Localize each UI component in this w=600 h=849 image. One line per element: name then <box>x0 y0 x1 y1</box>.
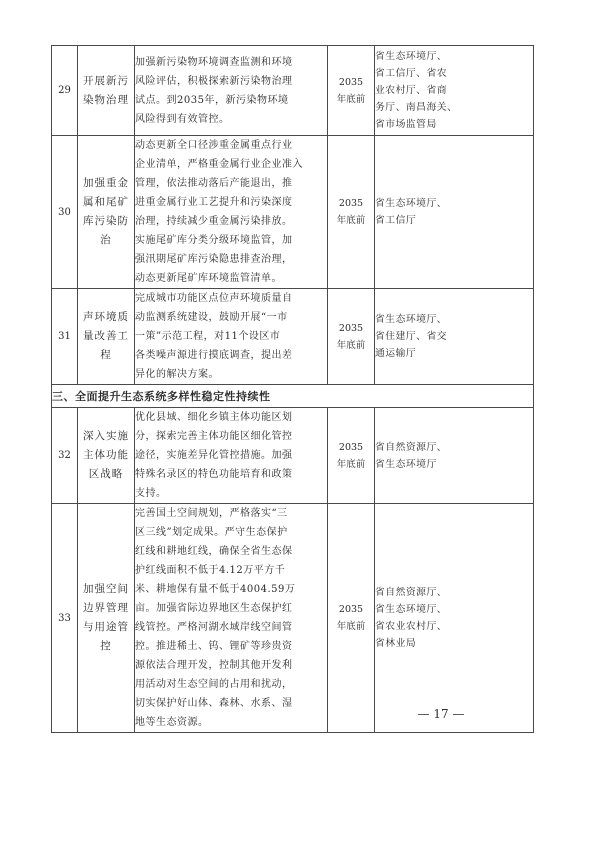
section-row <box>52 385 534 408</box>
task-description-line: 完善国土空间规划，严格落实“三 <box>135 508 288 519</box>
row-number: 32 <box>52 408 78 504</box>
table-row <box>52 504 534 733</box>
task-description-line: 风险得到有效管控。 <box>135 113 230 125</box>
task-name <box>78 46 135 136</box>
deadline-line: 年底前 <box>336 339 366 351</box>
task-description-line: 管理，依法推动落后产能退出，推 <box>135 178 293 189</box>
task-description-line: 源依法合理开发，控制其他开发利 <box>135 660 293 671</box>
task-description-line: 分，探索完善主体功能区细化管控 <box>135 431 293 442</box>
task-description-line: 支持。 <box>135 488 167 499</box>
task-description-line: 用活动对生态空间的占用和扰动， <box>135 679 293 690</box>
responsible-departments-line: 省生态环境厅、 <box>375 198 448 209</box>
task-description-line: 动态更新尾矿库环境监管清单。 <box>135 273 282 284</box>
task-name-line: 量改善工 <box>83 330 129 342</box>
task-description-line: 各类噪声源进行摸底调查，提出差 <box>135 350 293 361</box>
task-description-line: 动态更新全口径涉重金属重点行业 <box>135 140 293 151</box>
deadline <box>328 408 375 504</box>
task-description <box>135 46 328 136</box>
task-description-line: 区三线”划定成果。严守生态保护 <box>135 527 288 538</box>
task-name-line: 边界管理 <box>83 602 129 614</box>
task-name-line: 声环境质 <box>83 311 129 323</box>
task-description <box>135 504 328 733</box>
task-name-line: 程 <box>100 349 112 361</box>
responsible-departments-line: 务厅、南昌海关、 <box>375 102 458 113</box>
task-name-line: 与用途管 <box>83 621 129 633</box>
responsible-departments-line: 省林业局 <box>375 638 417 649</box>
responsible-departments-line: 省自然资源厅、 <box>375 441 448 453</box>
responsible-departments-line: 省生态环境厅、 <box>375 604 448 615</box>
deadline-line: 年底前 <box>336 93 366 105</box>
deadline-line: 年底前 <box>336 215 366 226</box>
task-name-line: 染物治理 <box>83 93 129 106</box>
deadline <box>328 504 375 733</box>
responsible-departments-line: 省生态环境厅 <box>375 458 437 470</box>
task-description <box>135 136 328 289</box>
task-name <box>78 504 135 733</box>
task-name <box>78 136 135 289</box>
task-description-line: 护红线面积不低于4.12万平方千 <box>135 565 286 576</box>
task-description-line: 优化县域、细化乡镇主体功能区划 <box>135 412 293 423</box>
responsible-departments <box>375 408 534 504</box>
task-description-line: 治理，持续减少重金属污染排放。 <box>135 216 293 227</box>
task-description-line: 一策”示范工程，对11个设区市 <box>135 331 281 342</box>
task-description-line: 企业清单，严格重金属行业企业准入 <box>135 159 303 170</box>
task-description-line: 切实保护好山体、森林、水系、湿 <box>135 698 293 709</box>
task-description-line: 强汛期尾矿库污染隐患排查治理， <box>135 254 293 265</box>
responsible-departments-line: 省生态环境厅、 <box>375 51 448 62</box>
task-description-line: 途径，实施差异化管控措施。加强 <box>135 450 293 461</box>
responsible-departments-line: 省市场监管局 <box>375 119 437 130</box>
task-description <box>135 408 328 504</box>
deadline <box>328 289 375 385</box>
responsible-departments <box>375 504 534 733</box>
deadline <box>328 136 375 289</box>
responsible-departments-line: 省工信厅、省农 <box>375 68 448 79</box>
task-name-line: 属和尾矿 <box>83 196 129 208</box>
task-description-line: 实施尾矿库分类分级环境监管，加 <box>135 235 293 246</box>
deadline-line: 2035 <box>338 322 364 334</box>
responsible-departments-line: 省自然资源厅、 <box>375 587 448 598</box>
task-description-line: 特殊名录区的特色功能培育和政策 <box>135 469 293 480</box>
deadline-line: 年底前 <box>336 621 366 632</box>
task-description-line: 红线和耕地红线，确保全省生态保 <box>135 546 293 557</box>
measures-table-body <box>52 46 534 733</box>
responsible-departments-line: 通运输厅 <box>375 348 417 359</box>
row-number: 30 <box>52 136 78 289</box>
task-name-line: 开展新污 <box>83 74 129 87</box>
deadline-line: 年底前 <box>336 458 366 470</box>
deadline-line: 2035 <box>338 76 364 88</box>
task-description-line: 异化的解决方案。 <box>135 369 219 380</box>
table-row <box>52 289 534 385</box>
task-description-line: 进重金属行业工艺提升和污染深度 <box>135 197 293 208</box>
task-name-line: 治 <box>100 234 112 246</box>
responsible-departments-line: 省住建厅、省交 <box>375 331 448 342</box>
responsible-departments <box>375 289 534 385</box>
task-description-line: 地等生态资源。 <box>135 717 209 728</box>
task-description-line: 动监测系统建设，鼓励开展“一市 <box>135 312 288 323</box>
row-number: 31 <box>52 289 78 385</box>
task-name-line: 深入实施 <box>83 430 129 442</box>
task-description-line: 试点。到2035年，新污染物环境 <box>135 94 289 106</box>
row-number: 33 <box>52 504 78 733</box>
section-heading: 三、全面提升生态系统多样性稳定性持续性 <box>52 385 534 408</box>
deadline-line: 2035 <box>338 198 364 209</box>
responsible-departments <box>375 46 534 136</box>
task-description-line: 米、耕地保有量不低于4004.59万 <box>135 584 296 595</box>
deadline-line: 2035 <box>338 604 364 615</box>
page-number: — 17 — <box>417 707 465 721</box>
task-name <box>78 289 135 385</box>
responsible-departments <box>375 136 534 289</box>
responsible-departments-line: 省农业农村厅、 <box>375 621 448 632</box>
task-name-line: 库污染防 <box>83 215 129 227</box>
row-number: 29 <box>52 46 78 136</box>
responsible-departments-line: 业农村厅、省商 <box>375 85 448 96</box>
table-row <box>52 136 534 289</box>
task-name-line: 控 <box>100 640 112 652</box>
responsible-departments-line: 省工信厅 <box>375 215 417 226</box>
task-description-line: 线管控。严格河湖水域岸线空间管 <box>135 622 293 633</box>
task-name-line: 加强重金 <box>83 177 129 189</box>
table-row <box>52 408 534 504</box>
task-description-line: 控。推进稀土、钨、锂矿等珍贵资 <box>135 641 293 652</box>
responsible-departments-line: 省生态环境厅、 <box>375 314 448 325</box>
task-name-line: 加强空间 <box>83 583 129 595</box>
measures-table <box>51 45 534 733</box>
task-description <box>135 289 328 385</box>
deadline <box>328 46 375 136</box>
deadline-line: 2035 <box>338 441 364 453</box>
task-description-line: 风险评估，积极探索新污染物治理 <box>135 75 293 87</box>
task-description-line: 加强新污染物环境调查监测和环境 <box>135 56 293 68</box>
task-description-line: 亩。加强省际边界地区生态保护红 <box>135 603 293 614</box>
task-description-line: 完成城市功能区点位声环境质量自 <box>135 293 293 304</box>
table-row <box>52 46 534 136</box>
task-name <box>78 408 135 504</box>
task-name-line: 区战略 <box>88 468 124 480</box>
task-name-line: 主体功能 <box>83 449 129 461</box>
